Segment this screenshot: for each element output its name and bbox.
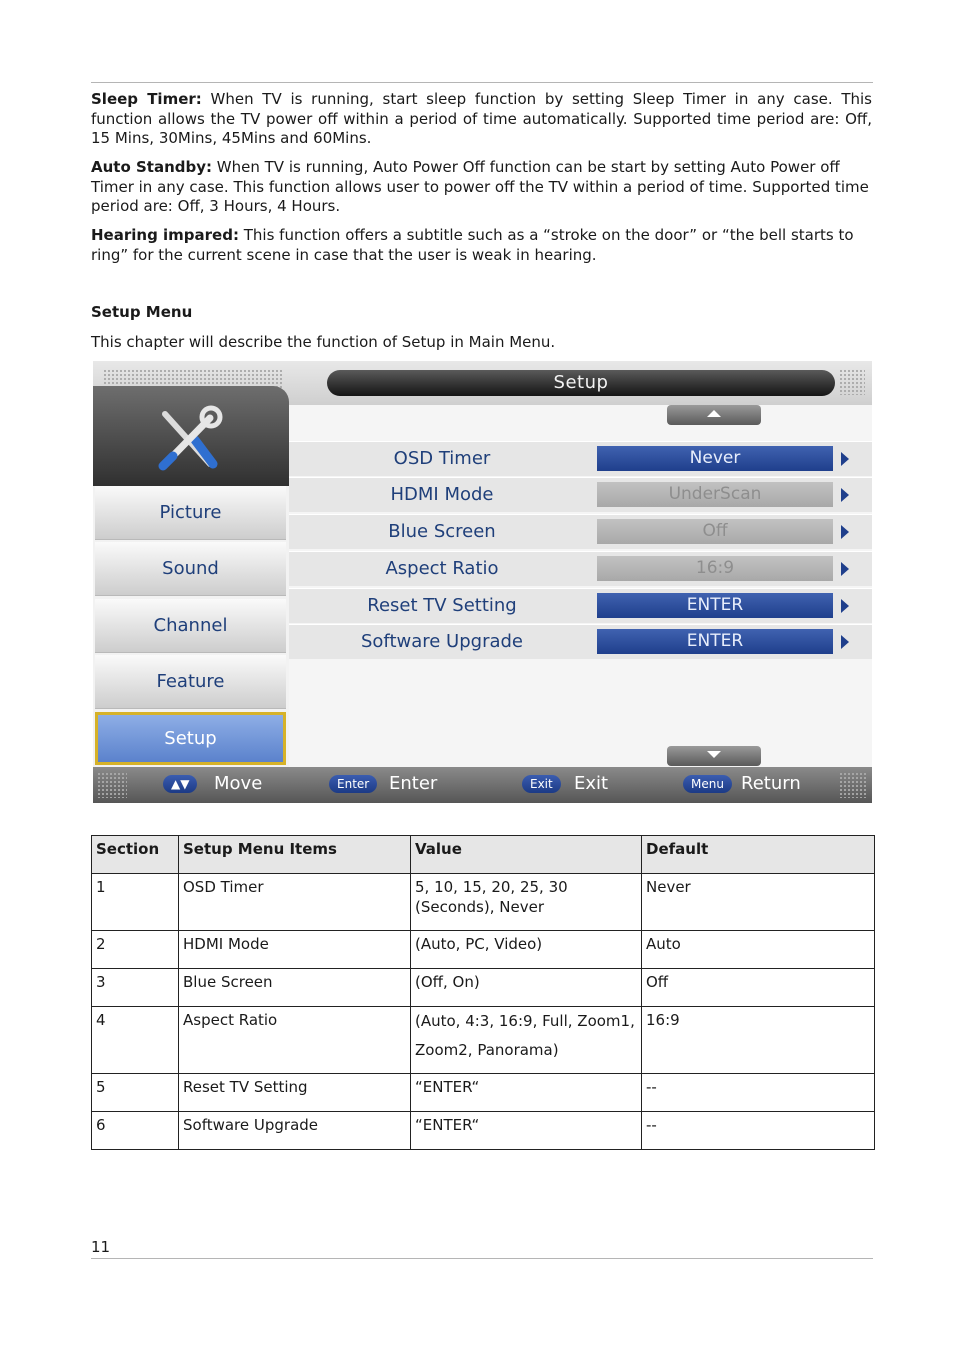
cell-default: Auto bbox=[642, 931, 875, 969]
auto-standby-label: Auto Standby: bbox=[91, 158, 213, 176]
scroll-down-arrow-icon[interactable] bbox=[667, 746, 761, 766]
cell-default: -- bbox=[642, 1112, 875, 1150]
cell-item: Blue Screen bbox=[179, 969, 411, 1007]
tv-footer-dots-left bbox=[97, 772, 127, 798]
setup-intro-text: This chapter will describe the function of Setup in Main Menu. bbox=[91, 333, 556, 351]
arrow-right-icon bbox=[841, 452, 849, 466]
sidebar-item-feature[interactable]: Feature bbox=[95, 655, 286, 709]
setup-row-hdmi-mode[interactable] bbox=[289, 477, 872, 512]
row-value: 16:9 bbox=[597, 556, 833, 581]
table-row bbox=[92, 931, 875, 969]
hearing-impared-label: Hearing impared: bbox=[91, 226, 239, 244]
table-row bbox=[92, 874, 875, 931]
cell-item: Reset TV Setting bbox=[179, 1074, 411, 1112]
cell-item: OSD Timer bbox=[179, 874, 411, 931]
enter-label: Enter bbox=[389, 773, 438, 794]
row-label: Reset TV Setting bbox=[367, 595, 517, 616]
row-label: Blue Screen bbox=[388, 521, 496, 542]
setup-row-osd-timer[interactable] bbox=[289, 441, 872, 476]
cell-item: Software Upgrade bbox=[179, 1112, 411, 1150]
table-row bbox=[92, 1074, 875, 1112]
cell-default: 16:9 bbox=[642, 1007, 875, 1074]
row-value: Off bbox=[597, 519, 833, 544]
header-value: Value bbox=[411, 836, 642, 874]
return-label: Return bbox=[741, 773, 801, 794]
row-label: OSD Timer bbox=[393, 448, 491, 469]
row-value: ENTER bbox=[597, 629, 833, 654]
bottom-rule bbox=[91, 1258, 873, 1259]
setup-row-blue-screen[interactable] bbox=[289, 514, 872, 549]
arrow-right-icon bbox=[841, 599, 849, 613]
arrow-right-icon bbox=[841, 488, 849, 502]
row-label: Aspect Ratio bbox=[385, 558, 499, 579]
cell-value: 5, 10, 15, 20, 25, 30 (Seconds), Never bbox=[411, 874, 642, 931]
table-row bbox=[92, 969, 875, 1007]
auto-standby-paragraph bbox=[91, 158, 872, 217]
enter-key-icon: Enter bbox=[329, 775, 377, 793]
cell-value: (Auto, 4:3, 16:9, Full, Zoom1, Zoom2, Panorama) bbox=[411, 1007, 642, 1074]
tv-menu-title: Setup bbox=[327, 370, 835, 396]
scroll-up-arrow-icon[interactable] bbox=[667, 405, 761, 425]
hearing-impared-text: This function offers a subtitle such as a “stroke on the door” or “the bell starts to ring” for the current scene in case that the user is weak in hearing. bbox=[91, 226, 854, 264]
page-number: 11 bbox=[91, 1238, 111, 1256]
row-value: Never bbox=[597, 446, 833, 471]
move-key-icon: ▲▼ bbox=[163, 775, 197, 793]
tools-icon bbox=[93, 386, 289, 486]
arrow-right-icon bbox=[841, 635, 849, 649]
header-default: Default bbox=[642, 836, 875, 874]
menu-key-icon: Menu bbox=[683, 775, 732, 793]
sleep-timer-label: Sleep Timer: bbox=[91, 90, 202, 108]
cell-item: Aspect Ratio bbox=[179, 1007, 411, 1074]
sleep-timer-paragraph bbox=[91, 90, 872, 149]
row-value: UnderScan bbox=[597, 482, 833, 507]
cell-section: 1 bbox=[92, 874, 179, 931]
move-label: Move bbox=[214, 773, 263, 794]
arrow-right-icon bbox=[841, 562, 849, 576]
arrow-right-icon bbox=[841, 525, 849, 539]
cell-item: HDMI Mode bbox=[179, 931, 411, 969]
cell-section: 2 bbox=[92, 931, 179, 969]
tv-footer-dots-right bbox=[839, 772, 867, 798]
setup-row-software-upgrade[interactable] bbox=[289, 624, 872, 659]
sidebar-item-sound[interactable]: Sound bbox=[95, 542, 286, 596]
cell-default: Off bbox=[642, 969, 875, 1007]
cell-section: 4 bbox=[92, 1007, 179, 1074]
setup-row-aspect-ratio[interactable] bbox=[289, 551, 872, 586]
table-header-row bbox=[92, 836, 875, 874]
auto-standby-text: When TV is running, Auto Power Off function can be start by setting Auto Power off Timer in any case. This function allows user to power off the TV within a period of time. Supported time period are: Off, 3 Hours, 4 Hours. bbox=[91, 158, 869, 215]
top-rule bbox=[91, 82, 873, 83]
sidebar-item-channel[interactable]: Channel bbox=[95, 599, 286, 653]
header-setup-menu-items: Setup Menu Items bbox=[179, 836, 411, 874]
cell-value: “ENTER“ bbox=[411, 1074, 642, 1112]
hearing-impared-paragraph bbox=[91, 226, 872, 265]
sleep-timer-text: When TV is running, start sleep function by setting Sleep Timer in any case. This function allows the TV power off within a period of time automatically. Supported time period are: Off, 15 Mins, 30Mins, 45Mins and 60Mins. bbox=[91, 90, 872, 147]
tv-footer-bar bbox=[93, 767, 872, 803]
row-label: Software Upgrade bbox=[360, 631, 524, 652]
tv-title-dots-right bbox=[839, 369, 865, 395]
cell-value: (Auto, PC, Video) bbox=[411, 931, 642, 969]
cell-section: 5 bbox=[92, 1074, 179, 1112]
sidebar-item-setup[interactable]: Setup bbox=[95, 712, 286, 765]
row-label: HDMI Mode bbox=[390, 484, 494, 505]
table-row bbox=[92, 1007, 875, 1074]
setup-row-reset-tv-setting[interactable] bbox=[289, 588, 872, 623]
setup-menu-heading: Setup Menu bbox=[91, 303, 193, 321]
cell-default: Never bbox=[642, 874, 875, 931]
table-row bbox=[92, 1112, 875, 1150]
cell-section: 3 bbox=[92, 969, 179, 1007]
sidebar-item-picture[interactable]: Picture bbox=[95, 486, 286, 540]
exit-label: Exit bbox=[574, 773, 609, 794]
header-section: Section bbox=[92, 836, 179, 874]
cell-value: (Off, On) bbox=[411, 969, 642, 1007]
tv-setup-menu-screenshot bbox=[93, 361, 872, 803]
cell-value: “ENTER“ bbox=[411, 1112, 642, 1150]
cell-default: -- bbox=[642, 1074, 875, 1112]
row-value: ENTER bbox=[597, 593, 833, 618]
setup-menu-table bbox=[91, 835, 875, 1150]
cell-section: 6 bbox=[92, 1112, 179, 1150]
exit-key-icon: Exit bbox=[522, 775, 561, 793]
